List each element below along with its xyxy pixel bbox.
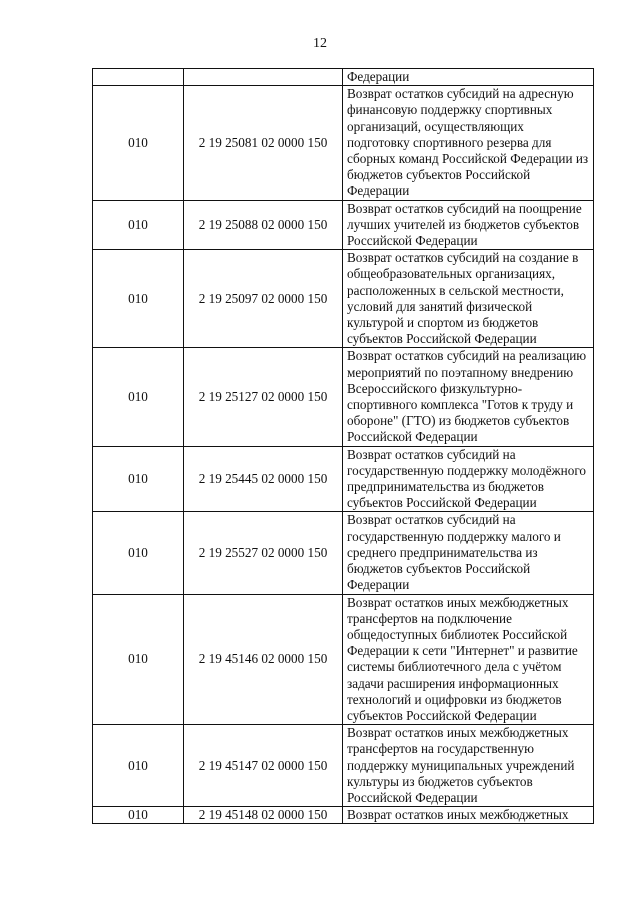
revenue-name-cell: Возврат остатков субсидий на создание в общеобразовательных организациях, расположенных в сельской местности, условий для занятий физической культурой и спортом из бюджетов субъектов Российской Федерации — [343, 250, 594, 348]
revenue-name-cell: Возврат остатков субсидий на реализацию мероприятий по поэтапному внедрению Всероссийского физкультурно-спортивного комплекса "Готов к труду и обороне" (ГТО) из бюджетов субъектов Российской Федерации — [343, 348, 594, 446]
admin-code-cell: 010 — [93, 725, 184, 807]
kbk-code-cell: 2 19 25127 02 0000 150 — [184, 348, 343, 446]
admin-code-cell: 010 — [93, 200, 184, 250]
page-number: 12 — [313, 36, 327, 51]
kbk-code-cell: 2 19 45148 02 0000 150 — [184, 807, 343, 824]
admin-code-cell: 010 — [93, 807, 184, 824]
admin-code-cell: 010 — [93, 446, 184, 512]
admin-code-cell: 010 — [93, 348, 184, 446]
revenue-name-cell: Возврат остатков иных межбюджетных трансфертов на подключение общедоступных библиотек Российской Федерации к сети "Интернет" и развитие системы библиотечного дела с учётом задачи расширения информационных технологий и оцифровки из бюджетов субъектов Российской Федерации — [343, 594, 594, 725]
revenue-name-cell: Возврат остатков иных межбюджетных трансфертов на государственную поддержку муниципальных учреждений культуры из бюджетов субъектов Российской Федерации — [343, 725, 594, 807]
table-row — [93, 446, 594, 512]
kbk-code-cell: 2 19 45147 02 0000 150 — [184, 725, 343, 807]
revenue-name-cell: Возврат остатков субсидий на поощрение лучших учителей из бюджетов субъектов Российской Федерации — [343, 200, 594, 250]
revenue-name-cell: Возврат остатков субсидий на государственную поддержку молодёжного предпринимательства из бюджетов субъектов Российской Федерации — [343, 446, 594, 512]
revenue-name-cell: Возврат остатков субсидий на адресную финансовую поддержку спортивных организаций, осуществляющих подготовку спортивного резерва для сборных команд Российской Федерации из бюджетов субъектов Российской Федерации — [343, 86, 594, 200]
kbk-code-cell: 2 19 25527 02 0000 150 — [184, 512, 343, 594]
kbk-code-cell: 2 19 25097 02 0000 150 — [184, 250, 343, 348]
budget-classification-table — [92, 68, 594, 824]
table-row — [93, 200, 594, 250]
revenue-name-cell: Федерации — [343, 69, 594, 86]
table-row — [93, 348, 594, 446]
kbk-code-cell — [184, 69, 343, 86]
table-row — [93, 807, 594, 824]
table-row — [93, 512, 594, 594]
table-row — [93, 250, 594, 348]
table-row — [93, 69, 594, 86]
kbk-code-cell: 2 19 25088 02 0000 150 — [184, 200, 343, 250]
table-row — [93, 725, 594, 807]
table-row — [93, 594, 594, 725]
admin-code-cell: 010 — [93, 250, 184, 348]
admin-code-cell: 010 — [93, 512, 184, 594]
kbk-code-cell: 2 19 25081 02 0000 150 — [184, 86, 343, 200]
table-row — [93, 86, 594, 200]
kbk-code-cell: 2 19 25445 02 0000 150 — [184, 446, 343, 512]
admin-code-cell: 010 — [93, 86, 184, 200]
admin-code-cell — [93, 69, 184, 86]
admin-code-cell: 010 — [93, 594, 184, 725]
kbk-code-cell: 2 19 45146 02 0000 150 — [184, 594, 343, 725]
revenue-name-cell: Возврат остатков иных межбюджетных — [343, 807, 594, 824]
revenue-name-cell: Возврат остатков субсидий на государственную поддержку малого и среднего предпринимательства из бюджетов субъектов Российской Федерации — [343, 512, 594, 594]
